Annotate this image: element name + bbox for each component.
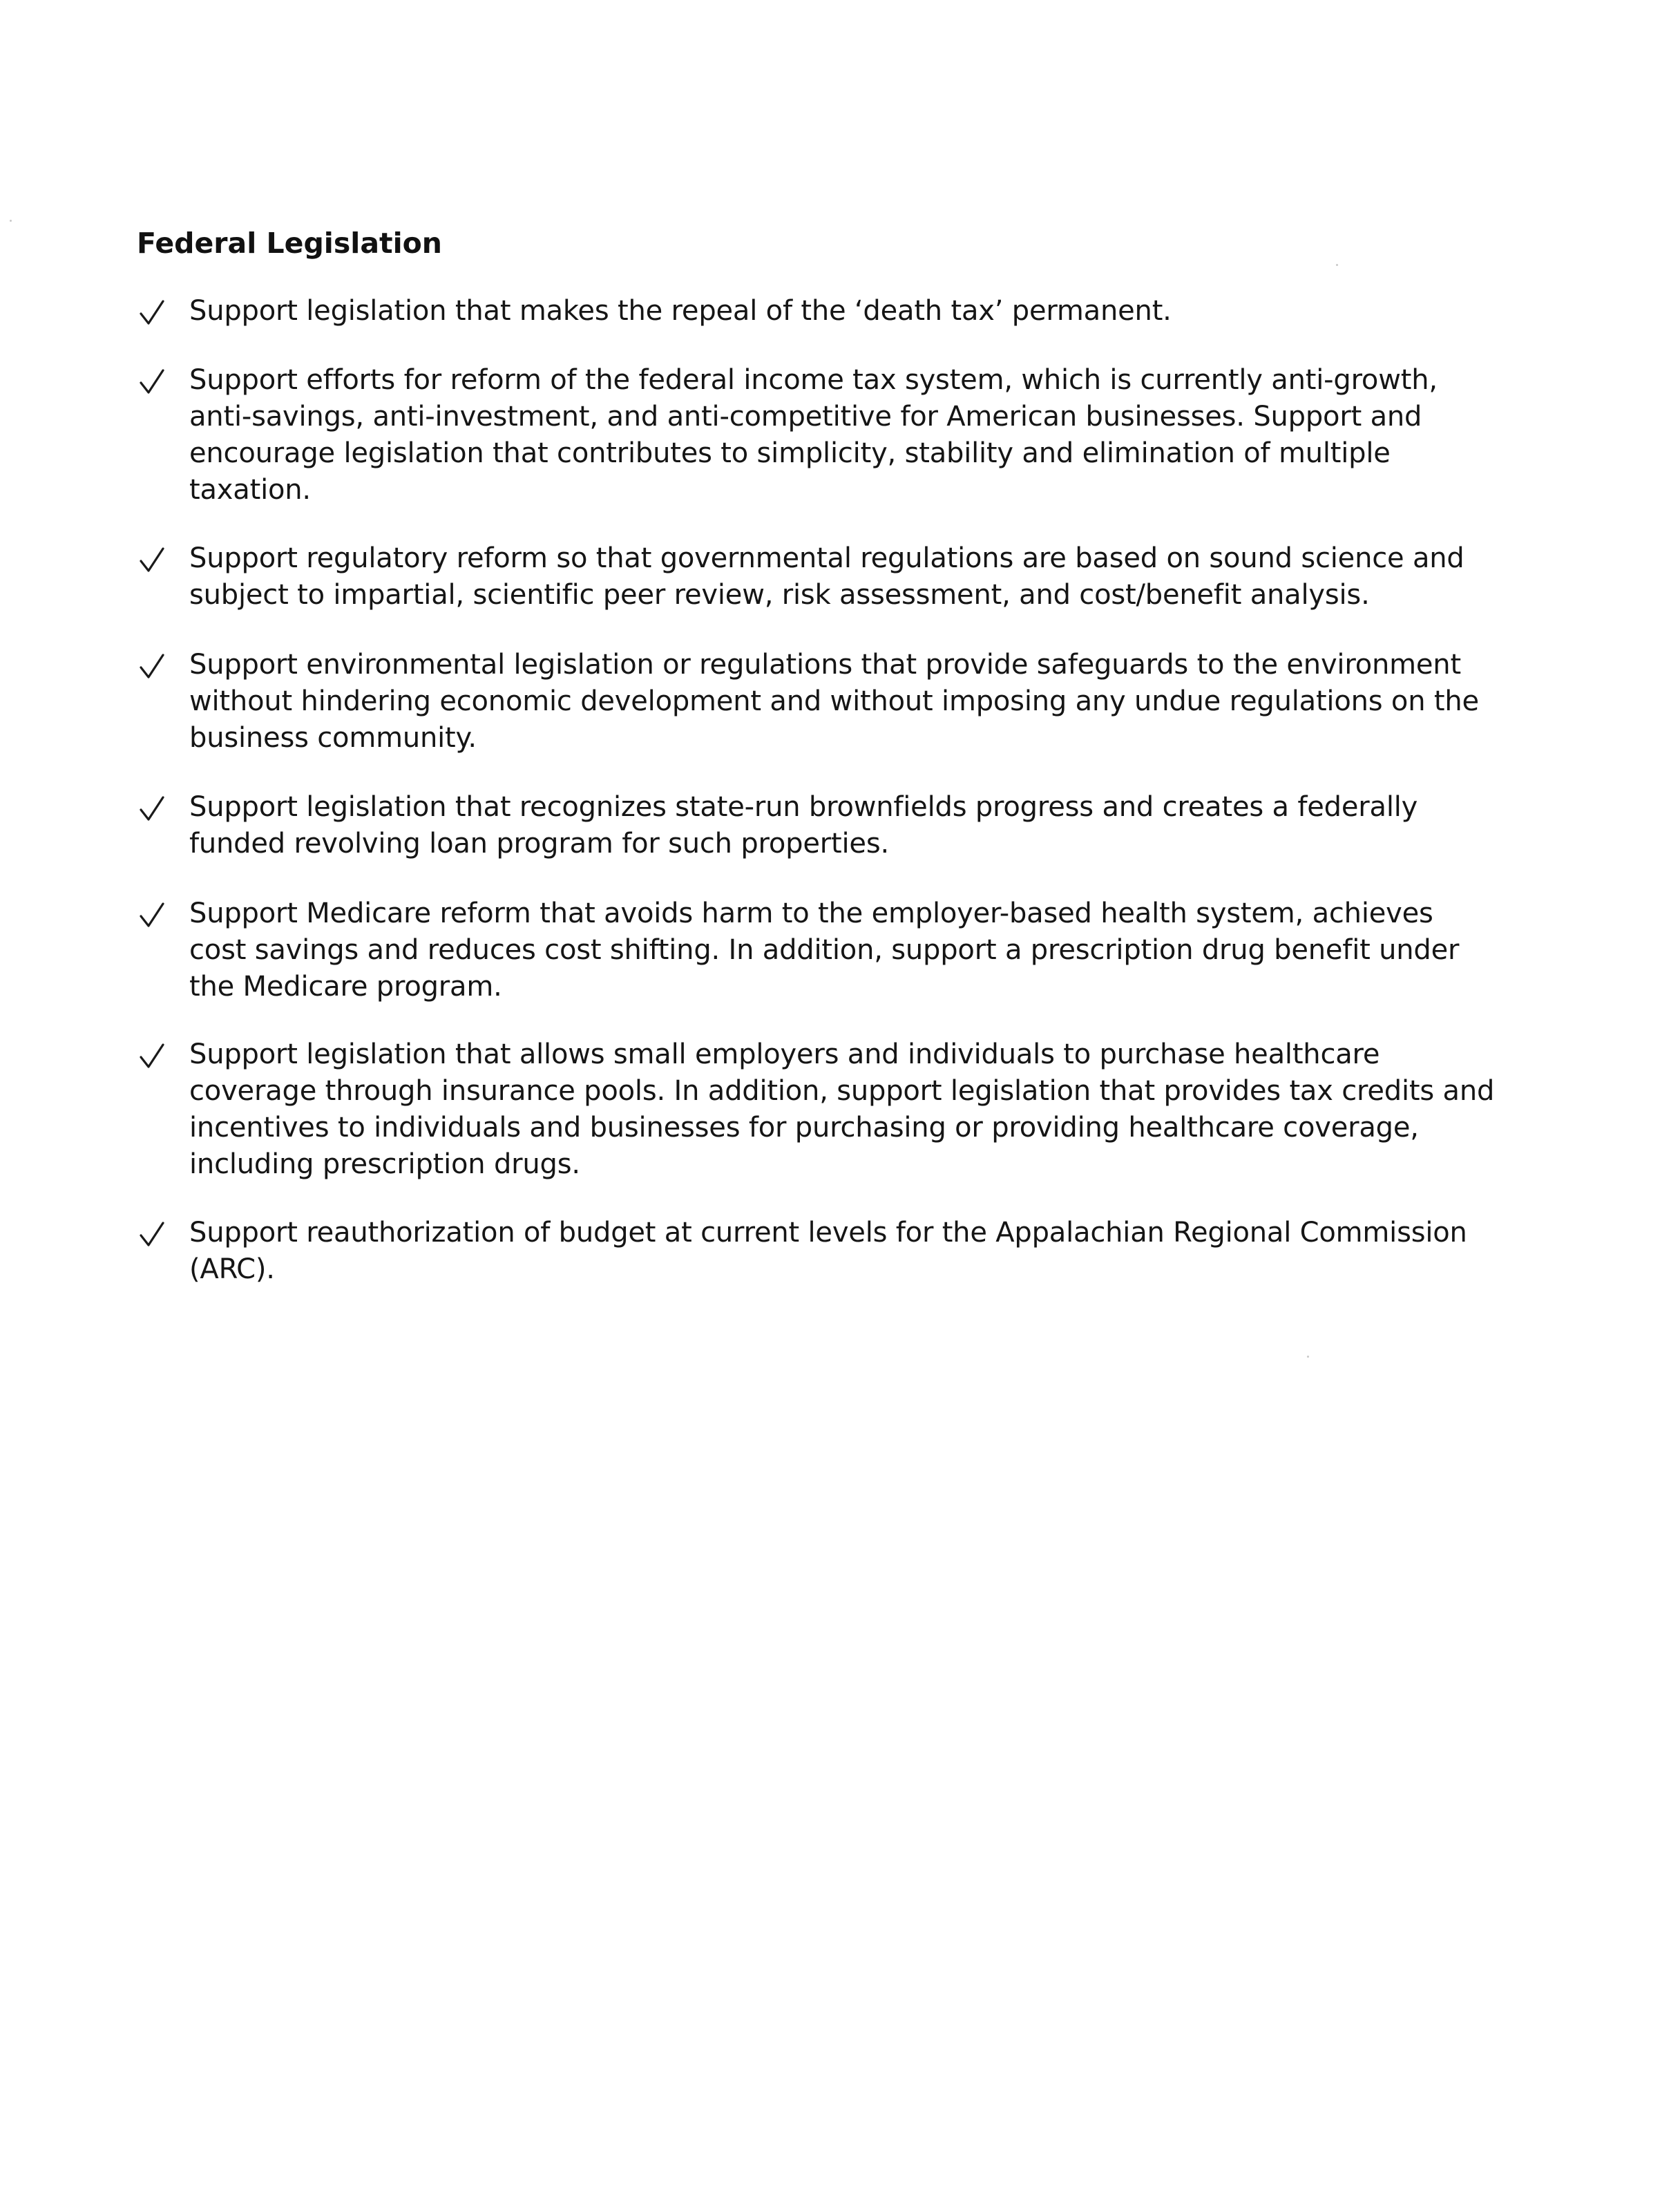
scan-speck (10, 220, 12, 222)
list-item-text: Support legislation that recognizes state-run brownfields progress and creates a federally funded revolving loan program for such properties. (189, 791, 1418, 860)
check-icon (137, 1036, 170, 1074)
check-icon (137, 789, 170, 826)
list-item-text: Support efforts for reform of the federal income tax system, which is currently anti-growth, anti-savings, anti-investment, and anti-competitive for American businesses. Support and encourage legislation that contributes to simplicity, stability and elimination of multiple taxation. (189, 364, 1438, 506)
check-icon (137, 647, 170, 684)
list-item-text: Support legislation that makes the repeal of the ‘death tax’ permanent. (189, 295, 1172, 327)
check-icon (137, 293, 170, 330)
section-title: Federal Legislation (137, 227, 442, 260)
list-item-text: Support reauthorization of budget at current levels for the Appalachian Regional Commission (ARC). (189, 1217, 1467, 1285)
check-icon (137, 895, 170, 933)
list-item-text: Support environmental legislation or regulations that provide safeguards to the environment without hindering economic development and without imposing any undue regulations on the business community. (189, 649, 1479, 754)
check-icon (137, 362, 170, 399)
scan-speck (1336, 264, 1338, 266)
list-item-text: Support legislation that allows small employers and individuals to purchase healthcare coverage through insurance pools. In addition, support legislation that provides tax credits and incentives to individuals and businesses for purchasing or providing healthcare coverage, including prescription drugs. (189, 1038, 1495, 1180)
list-item-text: Support Medicare reform that avoids harm to the employer-based health system, achieves cost savings and reduces cost shifting. In addition, support a prescription drug benefit under the Medicare program. (189, 898, 1460, 1003)
check-icon (137, 1215, 170, 1252)
check-icon (137, 540, 170, 578)
list-item-text: Support regulatory reform so that governmental regulations are based on sound science and subject to impartial, scientific peer review, risk assessment, and cost/benefit analysis. (189, 542, 1464, 611)
scan-speck (1307, 1356, 1309, 1358)
